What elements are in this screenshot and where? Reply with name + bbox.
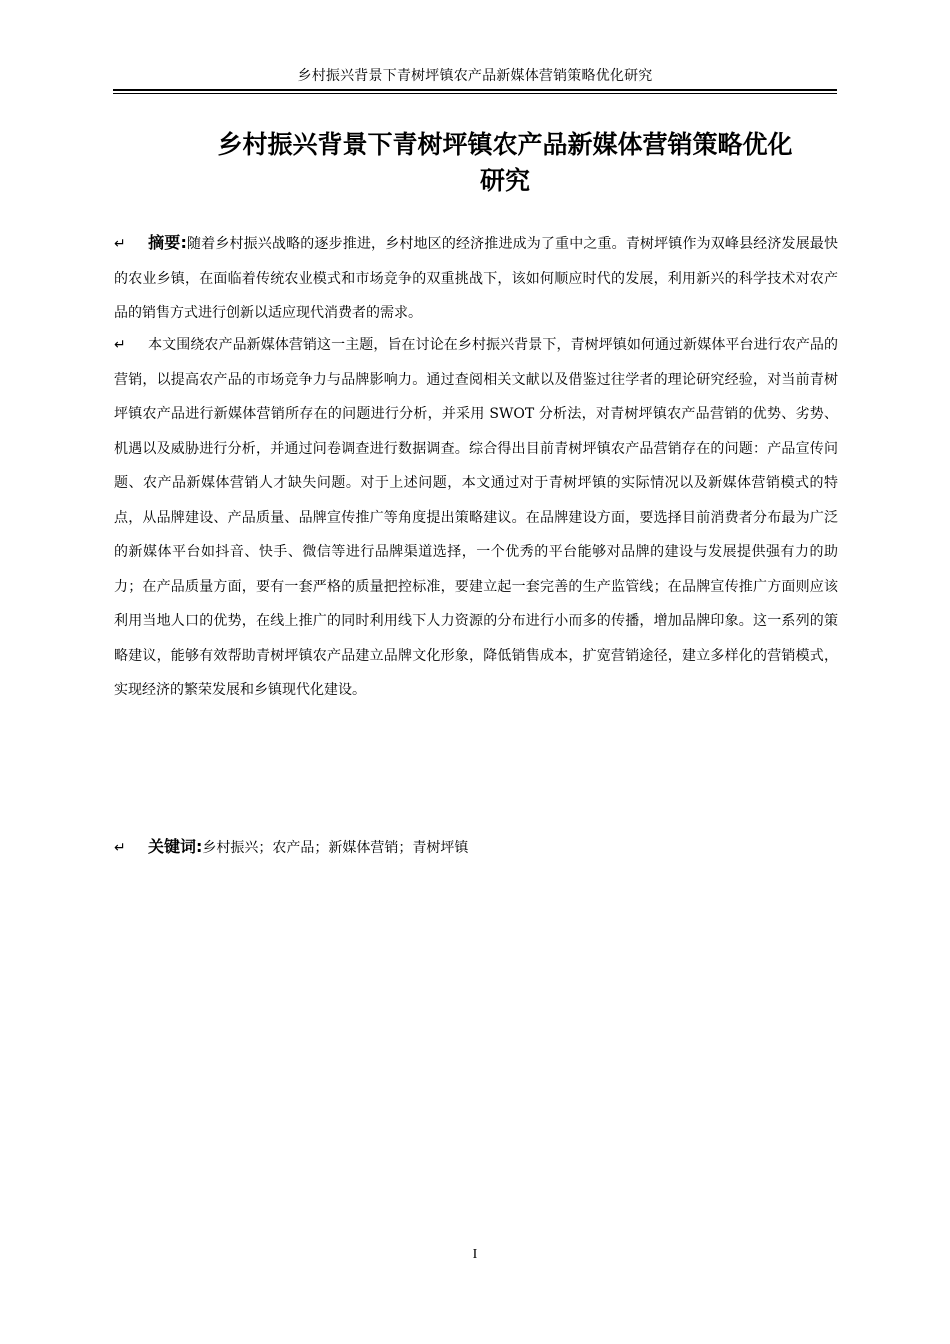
- header-rule-thin: [113, 93, 837, 94]
- abstract-text: 随着乡村振兴战略的逐步推进，乡村地区的经济推进成为了重中之重。青树坪镇作为双峰县经济发展最快的农业乡镇，在面临着传统农业模式和市场竞争的双重挑战下，该如何顺应时代的发展，利用新兴的科学技术对农产品的销售方式进行创新以适应现代消费者的需求。: [114, 236, 839, 321]
- page-number: I: [472, 1247, 478, 1262]
- document-title: [150, 127, 860, 199]
- keywords-paragraph: [114, 830, 838, 866]
- paragraph-mark-icon: ↵: [114, 337, 126, 353]
- abstract-paragraph: [114, 226, 838, 331]
- paragraph-mark-icon: ↵: [114, 840, 126, 856]
- paragraph-mark-icon: ↵: [114, 236, 126, 252]
- abstract-label: 摘要:: [148, 233, 187, 252]
- title-line-2: 研究: [479, 166, 530, 195]
- title-line-1: 乡村振兴背景下青树坪镇农产品新媒体营销策略优化: [217, 130, 793, 159]
- running-header: 乡村振兴背景下青树坪镇农产品新媒体营销策略优化研究: [297, 68, 653, 84]
- header-rule: [113, 89, 837, 91]
- body-paragraph: [114, 328, 838, 708]
- keywords-label: 关键词:: [148, 837, 203, 856]
- keywords-text: 乡村振兴；农产品；新媒体营销；青树坪镇: [202, 840, 469, 856]
- body-text: 本文围绕农产品新媒体营销这一主题，旨在讨论在乡村振兴背景下，青树坪镇如何通过新媒体平台进行农产品的营销，以提高农产品的市场竞争力与品牌影响力。通过查阅相关文献以及借鉴过往学者的理论研究经验，对当前青树坪镇农产品进行新媒体营销所存在的问题进行分析，并采用 SWOT 分析法，对青树坪镇农产品营销的优势、劣势、机遇以及威胁进行分析，并通过问卷调查进行数据调查。综合得出目前青树坪镇农产品营销存在的问题：产品宣传问题、农产品新媒体营销人才缺失问题。对于上述问题，本文通过对于青树坪镇的实际情况以及新媒体营销模式的特点，从品牌建设、产品质量、品牌宣传推广等角度提出策略建议。在品牌建设方面，要选择目前消费者分布最为广泛的新媒体平台如抖音、快手、微信等进行品牌渠道选择，一个优秀的平台能够对品牌的建设与发展提供强有力的助力；在产品质量方面，要有一套严格的质量把控标准，要建立起一套完善的生产监管线；在品牌宣传推广方面则应该利用当地人口的优势，在线上推广的同时利用线下人力资源的分布进行小而多的传播，增加品牌印象。这一系列的策略建议，能够有效帮助青树坪镇农产品建立品牌文化形象，降低销售成本，扩宽营销途径，建立多样化的营销模式，实现经济的繁荣发展和乡镇现代化建设。: [114, 337, 838, 698]
